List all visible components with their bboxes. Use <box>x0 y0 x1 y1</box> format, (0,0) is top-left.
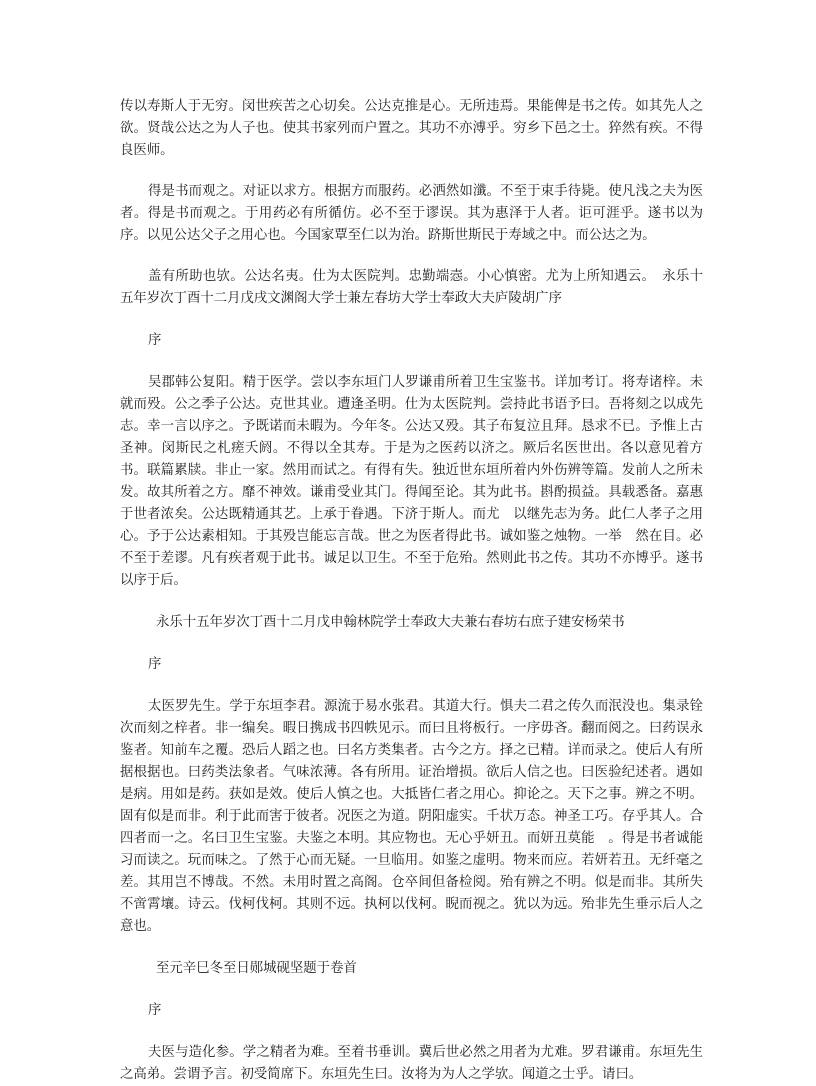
paragraph-1: 传以寿斯人于无穷。闵世疾苦之心切矣。公达克推是心。无所违焉。果能俾是书之传。如其先人之欲。贤哉公达之为人子也。使其书家列而户置之。其功不亦溥乎。穷乡下邑之士。猝然有疾。不得良医师。 <box>120 99 703 158</box>
section-heading-preface-2: 序 <box>148 333 162 348</box>
section-heading-preface-4: 序 <box>148 1003 162 1018</box>
paragraph-3-signature: 盖有所助也欤。公达名夷。仕为太医院判。忠勤端悫。小心慎密。尤为上所知遇云。 永乐十五年岁次丁酉十二月戊戌文渊阁大学士兼左春坊大学士奉政大夫庐陵胡广序 <box>120 269 703 306</box>
paragraph-preface-3-body: 太医罗先生。学于东垣李君。源流于易水张君。其道大行。惧夫二君之传久而泯没也。集录铨次而刻之梓者。非一编矣。暇日携成书四帙见示。而曰且将板行。一序毋吝。翻而阅之。曰药误永鉴者。知前车之覆。恐后人蹈之也。曰名方类集者。古今之方。择之已精。详而录之。使后人有所据根据也。曰药类法象者。气味浓薄。各有所用。证治增损。欲后人信之也。曰医验纪述者。遇如是病。用如是药。获如是效。使后人慎之也。大抵皆仁者之用心。抑论之。天下之事。辨之不明。固有似是而非。利于此而害于彼者。况医之为道。阴阳虚实。千状万态。神圣工巧。存乎其人。合四者而一之。名曰卫生宝鉴。夫鉴之本明。其应物也。无心乎妍丑。而妍丑莫能 。得是书者诚能习而读之。玩而味之。了然于心而无疑。一旦临用。如鉴之虚明。物来而应。若妍若丑。无纤毫之差。其用岂不博哉。不然。未用时置之高阁。仓卒间但备检阅。殆有辨之不明。似是而非。其所失不啻霄壤。诗云。伐柯伐柯。其则不远。执柯以伐柯。睨而视之。犹以为远。殆非先生垂示后人之意也。 <box>120 699 703 934</box>
paragraph-preface-4-body: 夫医与造化参。学之精者为难。至着书垂训。冀后世必然之用者为尤难。罗君谦甫。东垣先生之高弟。尝谓予言。初受简席下。东垣先生曰。汝将为为人之学欤。闻道之士乎。请曰。 <box>120 1045 703 1082</box>
paragraph-preface-2-body: 吴郡韩公复阳。精于医学。尝以李东垣门人罗谦甫所着卫生宝鉴书。详加考订。将寿诸梓。未就而殁。公之季子公达。克世其业。遭逢圣明。仕为太医院判。尝持此书语予曰。吾将刻之以成先志。幸一言以序之。予既诺而未暇为。今年冬。公达又殁。其子布复泣且拜。恳求不已。予惟上古圣神。闵斯民之札瘥夭阏。不得以全其寿。于是为之医药以济之。厥后名医世出。各以意见着方书。联篇累牍。非止一家。然用而试之。有得有失。独近世东垣所着内外伤辨等篇。发前人之所未发。故其所着之方。靡不神效。谦甫受业其门。得闻至论。其为此书。斟酌损益。具载悉备。嘉惠于世者浓矣。公达既精通其艺。上承于眷遇。下济于斯人。而尤 以继先志为务。此仁人孝子之用心。予于公达素相知。于其殁岂能忘言哉。世之为医者得此书。诚如鉴之烛物。一举 然在目。必不至于差谬。凡有疾者观于此书。诚足以卫生。不至于危殆。然则此书之传。其功不亦博乎。遂书以序于后。 <box>120 375 703 588</box>
paragraph-2: 得是书而观之。对证以求方。根据方而服药。必洒然如瀸。不至于束手待毙。使凡浅之夫为医者。得是书而观之。于用药必有所循仿。必不至于谬误。其为惠泽于人者。讵可涯乎。遂书以为序。以见公达父子之用心也。今国家覃至仁以为治。跻斯世斯民于寿域之中。而公达之为。 <box>120 184 703 243</box>
preface-2-signature: 永乐十五年岁次丁酉十二月戊申翰林院学士奉政大夫兼右春坊右庶子建安杨荣书 <box>156 615 625 630</box>
section-heading-preface-3: 序 <box>148 657 162 672</box>
document-page <box>120 96 703 1086</box>
preface-3-signature: 至元辛巳冬至日郧城砚坚题于卷首 <box>156 961 357 976</box>
